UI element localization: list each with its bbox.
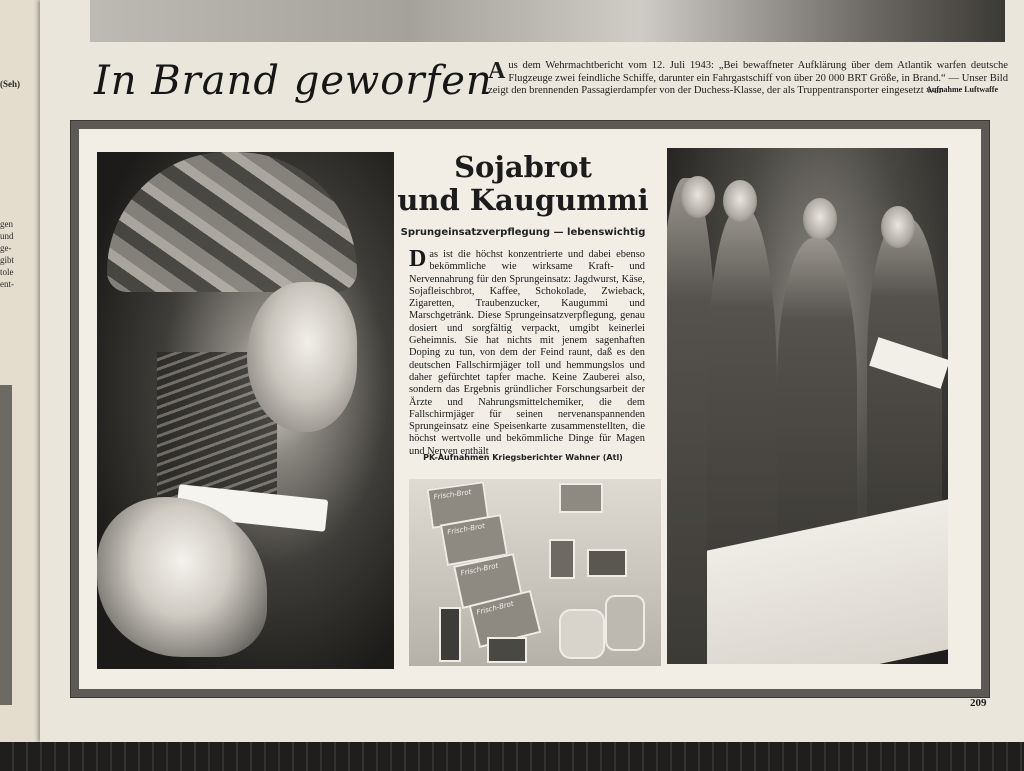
left-page-photo-strip <box>0 385 12 705</box>
ration-package <box>487 637 527 663</box>
article-title-line-2: und Kaugummi <box>397 183 649 217</box>
caption-dropcap: A <box>488 58 506 84</box>
left-page-fragment-head: (Seh) <box>0 79 20 89</box>
ration-box-label: Frisch-Brot <box>433 488 472 502</box>
soldier-face <box>247 282 357 432</box>
left-fragment-line: gen <box>0 219 13 229</box>
left-fragment-line: gibt <box>0 255 15 265</box>
ration-box-label: Frisch-Brot <box>475 599 515 617</box>
background-surface <box>0 742 1024 771</box>
body-text: as ist die höchst konzentrierte und dabei ebenso bekömmliche wie wirksame Kraft- und Nervennahrung für den Sprungeinsatz: Jagdwurst, Käse, Sojafleischbrot, Kaffee, Schokolade, Zwieback, Zigaretten, Traubenzucker, Kaugummi und Marschgetränk. Diese Sprungeinsatzverpflegung, genau dosiert und sorgfältig verpackt, umgibt keinerlei Geheimnis. Sie hat nichts mit jenem sagenhaften Doping zu tun, von dem der Feind raunt, daß es den deutschen Fallschirmjäger toll und hemmungslos und daher gefürchtet tapfer mache. Keine Zauberei also, sondern das Ergebnis gründlicher Forschungsarbeit der Ärzte und Nahrungsmittelchemiker, die dem Fallschirmjäger für seinen nervenanspannenden Sprungeinsatz eine Speisenkarte zusammenstellten, die höchst wertvolle und bekömmliche Dinge für Magen und Nerven enthält <box>409 249 645 457</box>
ration-items-photo <box>409 479 661 666</box>
soldier-face <box>723 180 757 222</box>
left-page-fragment-column <box>0 218 14 290</box>
soldier-face <box>803 198 837 240</box>
ration-box-label: Frisch-Brot <box>446 521 486 537</box>
ration-package <box>587 549 627 577</box>
caption-credit: Aufnahme Luftwaffe <box>926 85 998 94</box>
camouflage-helmet <box>107 152 357 292</box>
soldier-figure <box>777 238 857 568</box>
ration-package <box>559 483 603 513</box>
article-frame <box>70 120 990 698</box>
article-title-line-1: Sojabrot <box>454 150 592 184</box>
soldier-face <box>681 176 715 218</box>
ration-bottle <box>439 607 461 662</box>
left-fragment-line: ge- <box>0 243 12 253</box>
paratrooper-eating-photo <box>97 152 394 669</box>
article-title <box>397 151 649 217</box>
article-subtitle: Sprungeinsatzverpflegung — lebenswichtig <box>400 227 646 238</box>
left-fragment-line: ent- <box>0 279 14 289</box>
caption-text: us dem Wehrmachtbericht vom 12. Juli 1943: „Bei bewaffneter Aufklärung über dem Atlantik warfen deutsche Flugzeuge zwei feindliche Schiffe, darunter ein Fahrgastschiff von über 20 000 BRT Größe, in Brand.“ — Unser Bild zeigt den brennenden Passagierdampfer von der Duchess-Klasse, der als Truppentransporter eingesetzt war <box>488 60 1008 96</box>
top-photo-caption <box>488 60 1008 98</box>
top-photo-strip <box>90 0 1005 42</box>
photo-credit: PK-Aufnahmen Kriegsberichter Wahner (Atl) <box>423 453 623 462</box>
left-fragment-line: tole <box>0 267 14 277</box>
ration-box-label: Frisch-Brot <box>460 561 499 578</box>
magazine-page <box>40 0 1024 742</box>
ration-pouch <box>605 595 645 651</box>
soldiers-receiving-rations-photo <box>667 148 948 664</box>
soldier-face <box>881 206 915 248</box>
ration-tin <box>549 539 575 579</box>
page-headline: In Brand geworfen <box>94 58 493 104</box>
article-body <box>409 246 645 458</box>
left-fragment-line: und <box>0 231 14 241</box>
ration-pouch <box>559 609 605 659</box>
body-dropcap: D <box>409 246 427 272</box>
article-frame-inner <box>79 129 981 689</box>
page-number: 209 <box>970 697 987 709</box>
